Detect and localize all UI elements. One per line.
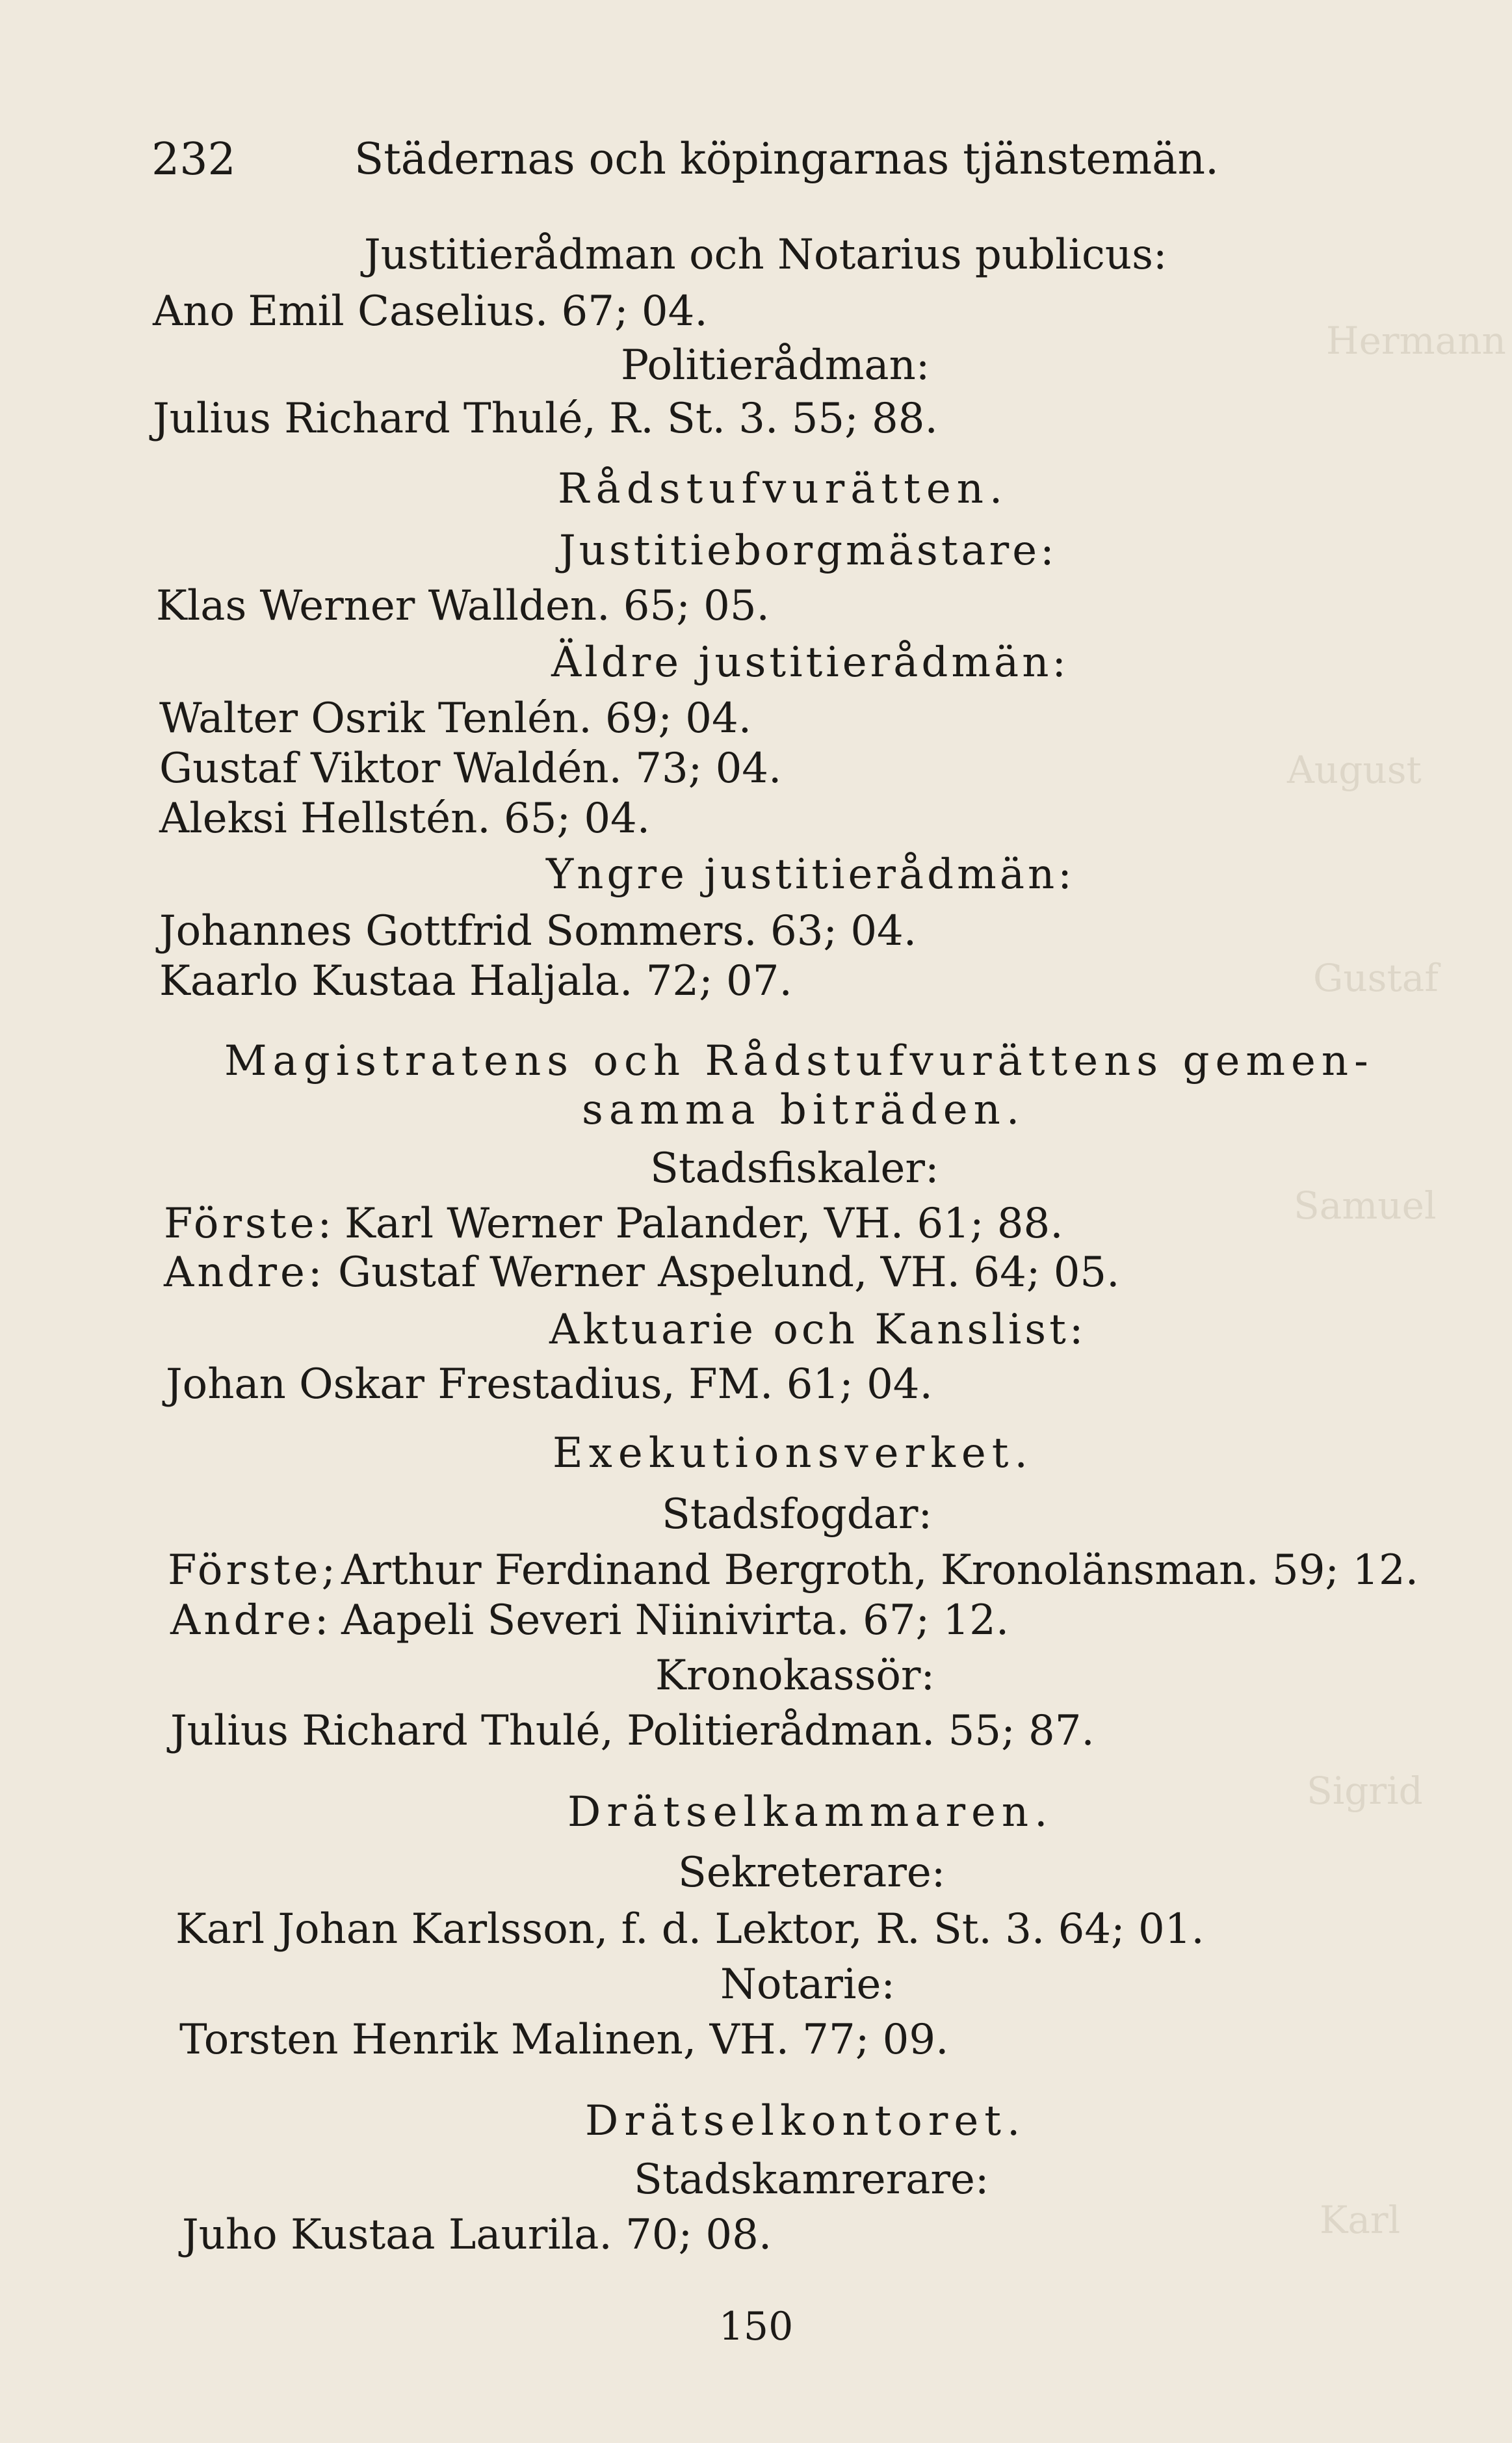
- entry: Julius Richard Thulé, Politierådman. 55; 87.: [170, 1707, 1095, 1755]
- section-heading: Stadsfiskaler:: [650, 1144, 939, 1193]
- entry: Torsten Henrik Malinen, VH. 77; 09.: [179, 2016, 949, 2064]
- entry: Kaarlo Kustaa Haljala. 72; 07.: [159, 957, 792, 1005]
- main-heading: Rådstufvurätten.: [558, 465, 1009, 513]
- entry: Aleksi Hellstén. 65; 04.: [159, 795, 651, 843]
- entry: Johan Oskar Frestadius, FM. 61; 04.: [166, 1360, 933, 1408]
- entry: Ano Emil Caselius. 67; 04.: [153, 287, 708, 336]
- main-heading: Drätselkontoret.: [585, 2097, 1026, 2145]
- section-heading: Aktuarie och Kanslist:: [549, 1306, 1087, 1354]
- entry: Arthur Ferdinand Bergroth, Kronolänsman. 59; 12.: [341, 1546, 1419, 1594]
- section-heading: Stadsfogdar:: [662, 1490, 932, 1538]
- signature-mark: 150: [718, 2304, 794, 2349]
- role-label: Förste:: [164, 1200, 335, 1248]
- role-label: Andre:: [164, 1248, 326, 1297]
- entry: Walter Osrik Tenlén. 69; 04.: [159, 694, 752, 743]
- entry: Gustaf Werner Aspelund, VH. 64; 05.: [338, 1248, 1120, 1297]
- entry: Juho Kustaa Laurila. 70; 08.: [182, 2211, 772, 2259]
- document-page: Hermann August Gustaf Samuel Sigrid Karl 232 Städernas och köpingarnas tjänstemän. Justitierådman och Notarius publicus: Ano Emil Caselius. 67; 04. Politierådman: Julius Richard Thulé, R. St. 3. 55; 88. Rådstufvurätten. Justitieborgmästare: Klas Werner Wallden. 65; 05. Äldre justitierådmän: Walter Osrik Tenlén. 69; 04. Gustaf Viktor Waldén. 73; 04. Aleksi Hellstén. 65; 04. Yngre justitierådmän: Johannes Gottfrid Sommers. 63; 04. Kaarlo Kustaa Haljala. 72; 07. Magistratens och Rådstufvurättens gemen- samma biträden. Stadsfiskaler: Förste: Karl Werner Palander, VH. 61; 88. Andre: Gustaf Werner Aspelund, VH. 64; 05. Aktuarie och Kanslist: Johan Oskar Frestadius, FM. 61; 04. Exekutionsverket. Stadsfogdar: Förste; Arthur Ferdinand Bergroth, Kronolänsman. 59; 12. Andre: Aapeli Severi Niinivirta. 67; 12. Kronokassör: Julius Richard Thulé, Politierådman. 55; 87. Drätselkammaren. Sekreterare: Karl Johan Karlsson, f. d. Lektor, R. St. 3. 64; 01. Notarie: Torsten Henrik Malinen, VH. 77; 09. Drätselkontoret. Stadskamrerare: Juho Kustaa Laurila. 70; 08. 150: [0, 0, 1512, 2443]
- section-heading: Notarie:: [720, 1961, 895, 2009]
- main-heading: Drätselkammaren.: [567, 1788, 1054, 1836]
- section-heading: Stadskamrerare:: [634, 2156, 989, 2204]
- section-heading: Äldre justitierådmän:: [551, 639, 1069, 687]
- role-label: Förste;: [168, 1546, 339, 1594]
- section-heading: Yngre justitierådmän:: [546, 851, 1075, 899]
- entry: Karl Johan Karlsson, f. d. Lektor, R. St. 3. 64; 01.: [176, 1905, 1205, 1953]
- main-heading-continued: samma biträden.: [582, 1086, 1026, 1134]
- entry: Karl Werner Palander, VH. 61; 88.: [345, 1200, 1063, 1248]
- section-heading: Kronokassör:: [655, 1652, 935, 1700]
- entry: Klas Werner Wallden. 65; 05.: [156, 582, 770, 630]
- main-heading: Exekutionsverket.: [553, 1429, 1034, 1477]
- page-number: 232: [151, 134, 236, 185]
- section-heading: Politierådman:: [621, 341, 930, 390]
- running-title: Städernas och köpingarnas tjänstemän.: [354, 134, 1219, 184]
- entry: Julius Richard Thulé, R. St. 3. 55; 88.: [153, 395, 938, 443]
- section-heading: Justitieborgmästare:: [559, 527, 1058, 575]
- role-label: Andre:: [170, 1596, 332, 1644]
- entry: Aapeli Severi Niinivirta. 67; 12.: [341, 1596, 1010, 1644]
- main-heading: Magistratens och Rådstufvurättens gemen-: [224, 1037, 1374, 1085]
- entry: Gustaf Viktor Waldén. 73; 04.: [159, 745, 782, 793]
- section-heading: Sekreterare:: [678, 1849, 946, 1897]
- section-heading: Justitierådman och Notarius publicus:: [364, 231, 1167, 279]
- entry: Johannes Gottfrid Sommers. 63; 04.: [159, 907, 917, 955]
